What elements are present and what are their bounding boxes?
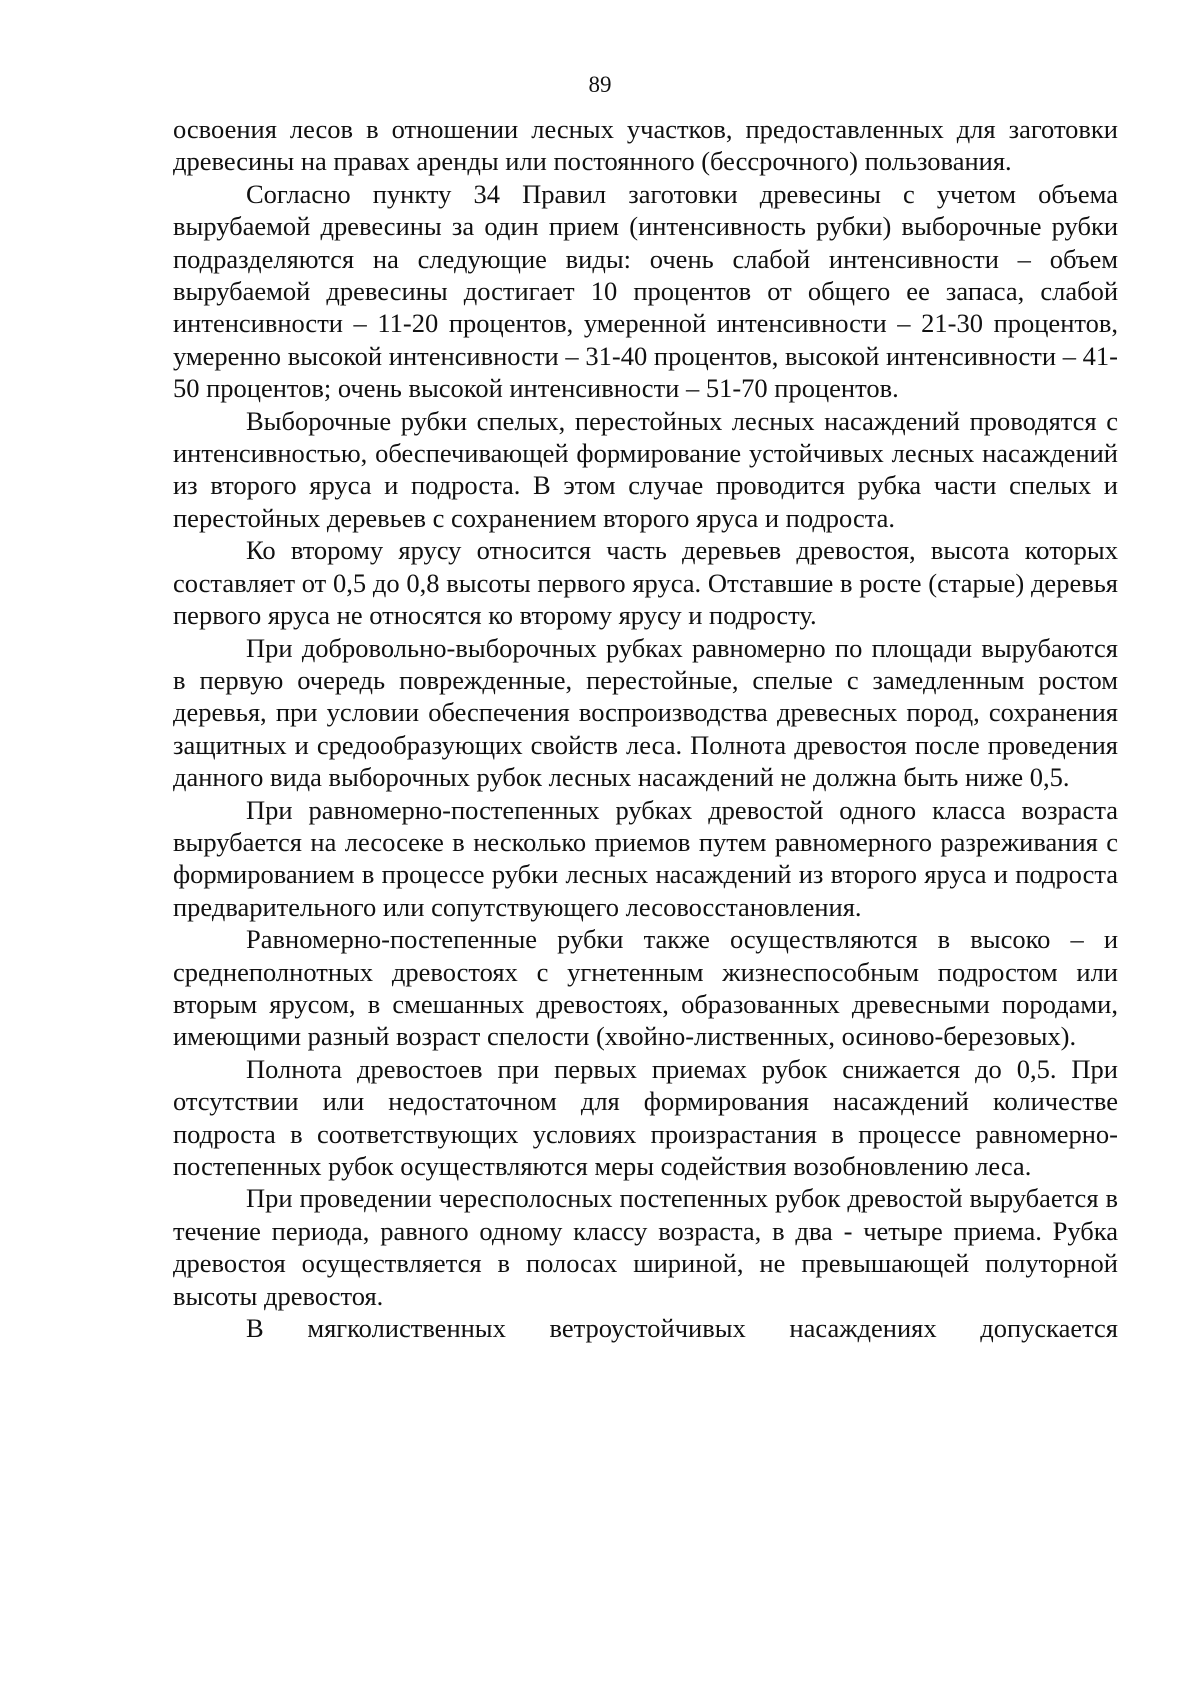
paragraph-voluntary-selective: При добровольно-выборочных рубках равномерно по площади вырубаются в первую очередь поврежденные, перестойные, спелые с замедленным ростом деревья, при условии обеспечения воспроизводства древесных пород, сохранения защитных и средообразующих свойств леса. Полнота древостоя после проведения данного вида выборочных рубок лесных насаждений не должна быть ниже 0,5. [173, 632, 1118, 793]
page-number: 89 [588, 72, 612, 97]
paragraph-strip-cutting: При проведении чересполосных постепенных рубок древостой вырубается в течение периода, равного одному классу возраста, в два - четыре приема. Рубка древостоя осуществляется в полосах шириной, не превышающей полуторной высоты древостоя. [173, 1183, 1118, 1311]
paragraph-uniform-gradual-conditions: Равномерно-постепенные рубки также осуществляются в высоко – и среднеполнотных древостоях с угнетенным жизнеспособным подростом или вторым ярусом, в смешанных древостоях, образованных древесными породами, имеющими разный возраст спелости (хвойно-лиственных, осиново-березовых). [173, 924, 1118, 1052]
paragraph-softwood-stands: В мягколиственных ветроустойчивых насаждениях допускается [246, 1313, 1118, 1344]
paragraph-continuation: освоения лесов в отношении лесных участков, предоставленных для заготовки древесины на правах аренды или постоянного (бессрочного) пользования. [173, 114, 1118, 177]
document-body [173, 113, 1118, 1344]
paragraph-uniform-gradual: При равномерно-постепенных рубках древостой одного класса возраста вырубается на лесосеке в несколько приемов путем равномерного разреживания с формированием в процессе рубки лесных насаждений из второго яруса и подроста предварительного или сопутствующего лесовосстановления. [173, 794, 1118, 922]
paragraph-second-tier: Ко второму ярусу относится часть деревьев древостоя, высота которых составляет от 0,5 до 0,8 высоты первого яруса. Отставшие в росте (старые) деревья первого яруса не относятся ко второму ярусу и подросту. [173, 535, 1118, 631]
paragraph-selective-cutting: Выборочные рубки спелых, перестойных лесных насаждений проводятся с интенсивностью, обеспечивающей формирование устойчивых лесных насаждений из второго яруса и подроста. В этом случае проводится рубка части спелых и перестойных деревьев с сохранением второго яруса и подроста. [173, 405, 1118, 533]
paragraph-stand-density: Полнота древостоев при первых приемах рубок снижается до 0,5. При отсутствии или недостаточном для формирования насаждений количестве подроста в соответствующих условиях произрастания в процессе равномерно-постепенных рубок осуществляются меры содействия возобновлению леса. [173, 1053, 1118, 1181]
paragraph-intensity-types: Согласно пункту 34 Правил заготовки древесины с учетом объема вырубаемой древесины за один прием (интенсивность рубки) выборочные рубки подразделяются на следующие виды: очень слабой интенсивности – объем вырубаемой древесины достигает 10 процентов от общего ее запаса, слабой интенсивности – 11-20 процентов, умеренной интенсивности – 21-30 процентов, умеренно высокой интенсивности – 31-40 процентов, высокой интенсивности – 41-50 процентов; очень высокой интенсивности – 51-70 процентов. [173, 178, 1118, 404]
